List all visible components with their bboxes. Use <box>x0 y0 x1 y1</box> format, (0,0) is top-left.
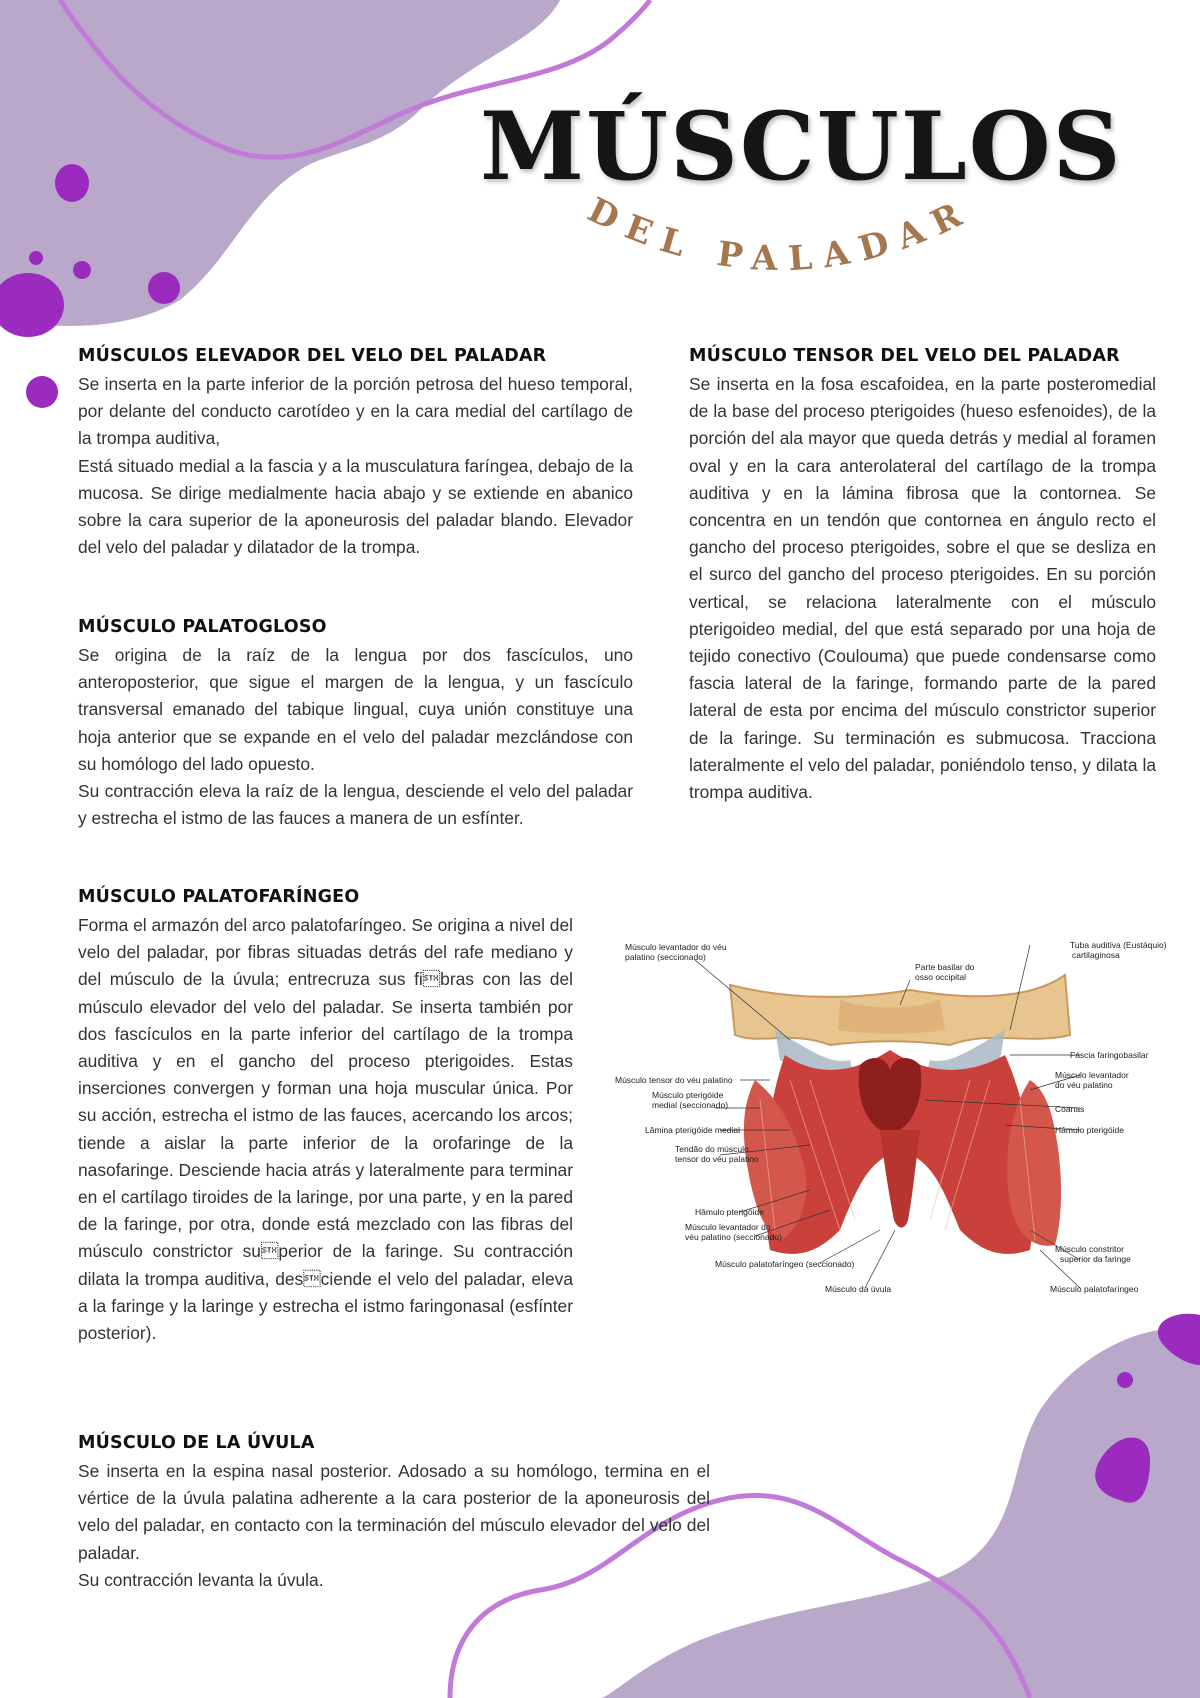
figure-label: Músculo tensor do véu palatino <box>615 1075 733 1085</box>
figure-label: Fáscia faringobasilar <box>1070 1050 1149 1060</box>
anatomy-illustration <box>610 930 1190 1320</box>
section-heading: MÚSCULO DE LA ÚVULA <box>78 1433 315 1453</box>
figure-label: véu palatino (seccionado) <box>685 1232 782 1242</box>
section-paragraph: Se origina de la raíz de la lengua por dos fascículos, uno anteroposterior, que sigue el margen de la lengua, y un fascículo transversal emanado del tabique lingual, cuya unión constituye una hoja anterior que se expande en el velo del paladar mezclándose con su homólogo del lado opuesto. <box>78 645 633 774</box>
top-splash-6 <box>26 376 58 408</box>
section-tensor <box>689 345 1156 806</box>
svg-text:DEL PALADAR: DEL PALADAR <box>581 195 979 280</box>
section-heading: MÚSCULO PALATOGLOSO <box>78 617 327 637</box>
figure-label: palatino (seccionado) <box>625 952 706 962</box>
section-palatogloso <box>78 616 633 832</box>
figure-label: Coanas <box>1055 1104 1085 1114</box>
top-splash-4 <box>148 272 180 304</box>
top-splash-1 <box>55 164 89 202</box>
section-palatofaringeo <box>78 886 573 1347</box>
section-paragraph: Forma el armazón del arco palatofaríngeo. Se origina a nivel del velo del paladar, por fibras situadas detrás del rafe mediano y del músculo de la úvula; entrecruza sus fibras con las del músculo elevador del velo del paladar. Se inserta también por dos fascículos en la parte inferior del cartílago de la trompa auditiva y en el gancho del proceso pterigoides. Estas inserciones convergen y forman una hoja muscular única. Por su acción, estrecha el istmo de las fauces, acercando los arcos; tiende a aislar la parte inferior de la orofaringe de la nasofaringe. Desciende hacia atrás y lateralmente para terminar en el cartílago tiroides de la laringe, por una parte, y en la pared de la faringe, por otra, donde está mezclado con las fibras del músculo constrictor superior de la faringe. Su contracción dilata la trompa auditiva, desciende el velo del paladar, eleva a la faringe y la laringe y estrecha el istmo faringonasal (esfínter posterior). <box>78 915 573 1344</box>
figure-label: Parte basilar do <box>915 962 975 972</box>
section-paragraph: Se inserta en la parte inferior de la porción petrosa del hueso temporal, por delante del conducto carotídeo y en la cara medial del cartílago de la trompa auditiva, <box>78 374 633 449</box>
section-paragraph: Se inserta en la espina nasal posterior. Adosado a su homólogo, termina en el vértice de la úvula palatina adherente a la cara posterior de la aponeurosis del velo del paladar, en contacto con la terminación del músculo elevador del velo del paladar. <box>78 1461 710 1563</box>
uvula-shape <box>880 1130 920 1228</box>
figure-label: Músculo constritor <box>1055 1244 1124 1254</box>
figure-label: medial (seccionado) <box>652 1100 729 1110</box>
figure-label: do véu palatino <box>1055 1080 1113 1090</box>
figure-label: Músculo palatofaríngeo <box>1050 1284 1139 1294</box>
page-subtitle <box>580 195 980 305</box>
section-heading: MÚSCULO TENSOR DEL VELO DEL PALADAR <box>689 346 1120 366</box>
figure-label: tensor do véu palatino <box>675 1154 759 1164</box>
section-paragraph: Su contracción eleva la raíz de la lengua, desciende el velo del paladar y estrecha el istmo de las fauces a manera de un esfínter. <box>78 781 633 829</box>
figure-label: superior da faringe <box>1060 1254 1131 1264</box>
section-heading: MÚSCULOS ELEVADOR DEL VELO DEL PALADAR <box>78 346 547 366</box>
figure-label: Hâmulo pterigóide <box>695 1207 764 1217</box>
section-elevador <box>78 345 633 561</box>
section-paragraph: Se inserta en la fosa escafoidea, en la parte posteromedial de la base del proceso pterigoides (hueso esfenoides), de la porción del ala mayor que queda detrás y medial al foramen oval y en la cara anterolateral del cartílago de la trompa auditiva y en la lámina fibrosa que la contornea. Se concentra en un tendón que contornea en ángulo recto el gancho del proceso pterigoides, sobre el que se desliza en el surco del gancho del proceso pterigoides. En su porción vertical, se relaciona lateralmente con el músculo pterigoideo medial, del que está separado por una hoja de tejido conectivo (Coulouma) que puede condensarse como fascia lateral de la faringe, formando parte de la pared lateral de esta por encima del músculo constrictor superior de la faringe. Su terminación es submucosa. Tracciona lateralmente el velo del paladar, poniéndolo tenso, y dilata la trompa auditiva. <box>689 374 1156 803</box>
palate-muscles-diagram <box>610 930 1190 1320</box>
figure-label: Músculo da úvula <box>825 1284 892 1294</box>
top-splash-3 <box>73 261 91 279</box>
figure-label: Músculo levantador do véu <box>625 942 727 952</box>
figure-label: Tuba auditiva (Eustáquio) <box>1070 940 1167 950</box>
top-splash-5 <box>29 251 43 265</box>
figure-label: osso occipital <box>915 972 967 982</box>
section-uvula <box>78 1432 710 1594</box>
section-paragraph: Su contracción levanta la úvula. <box>78 1569 324 1590</box>
figure-label: cartilaginosa <box>1072 950 1120 960</box>
figure-label: Tendão do músculo <box>675 1144 749 1154</box>
figure-label: Lâmina pterigóide medial <box>645 1125 740 1135</box>
section-paragraph: Está situado medial a la fascia y a la musculatura faríngea, debajo de la mucosa. Se dirige medialmente hacia abajo y se extiende en abanico sobre la cara superior de la aponeurosis del paladar blando. Elevador del velo del paladar y dilatador de la trompa. <box>78 455 633 558</box>
bottom-splash-2 <box>1117 1372 1133 1388</box>
figure-label: Músculo pterigóide <box>652 1090 724 1100</box>
figure-label: Músculo palatofaríngeo (seccionado) <box>715 1259 855 1269</box>
figure-label: Hâmulo pterigóide <box>1055 1125 1124 1135</box>
page-title: MÚSCULOS <box>480 92 1123 202</box>
figure-label: Músculo levantador <box>1055 1070 1129 1080</box>
figure-label: Músculo levantador do <box>685 1222 771 1232</box>
section-heading: MÚSCULO PALATOFARÍNGEO <box>78 887 360 907</box>
